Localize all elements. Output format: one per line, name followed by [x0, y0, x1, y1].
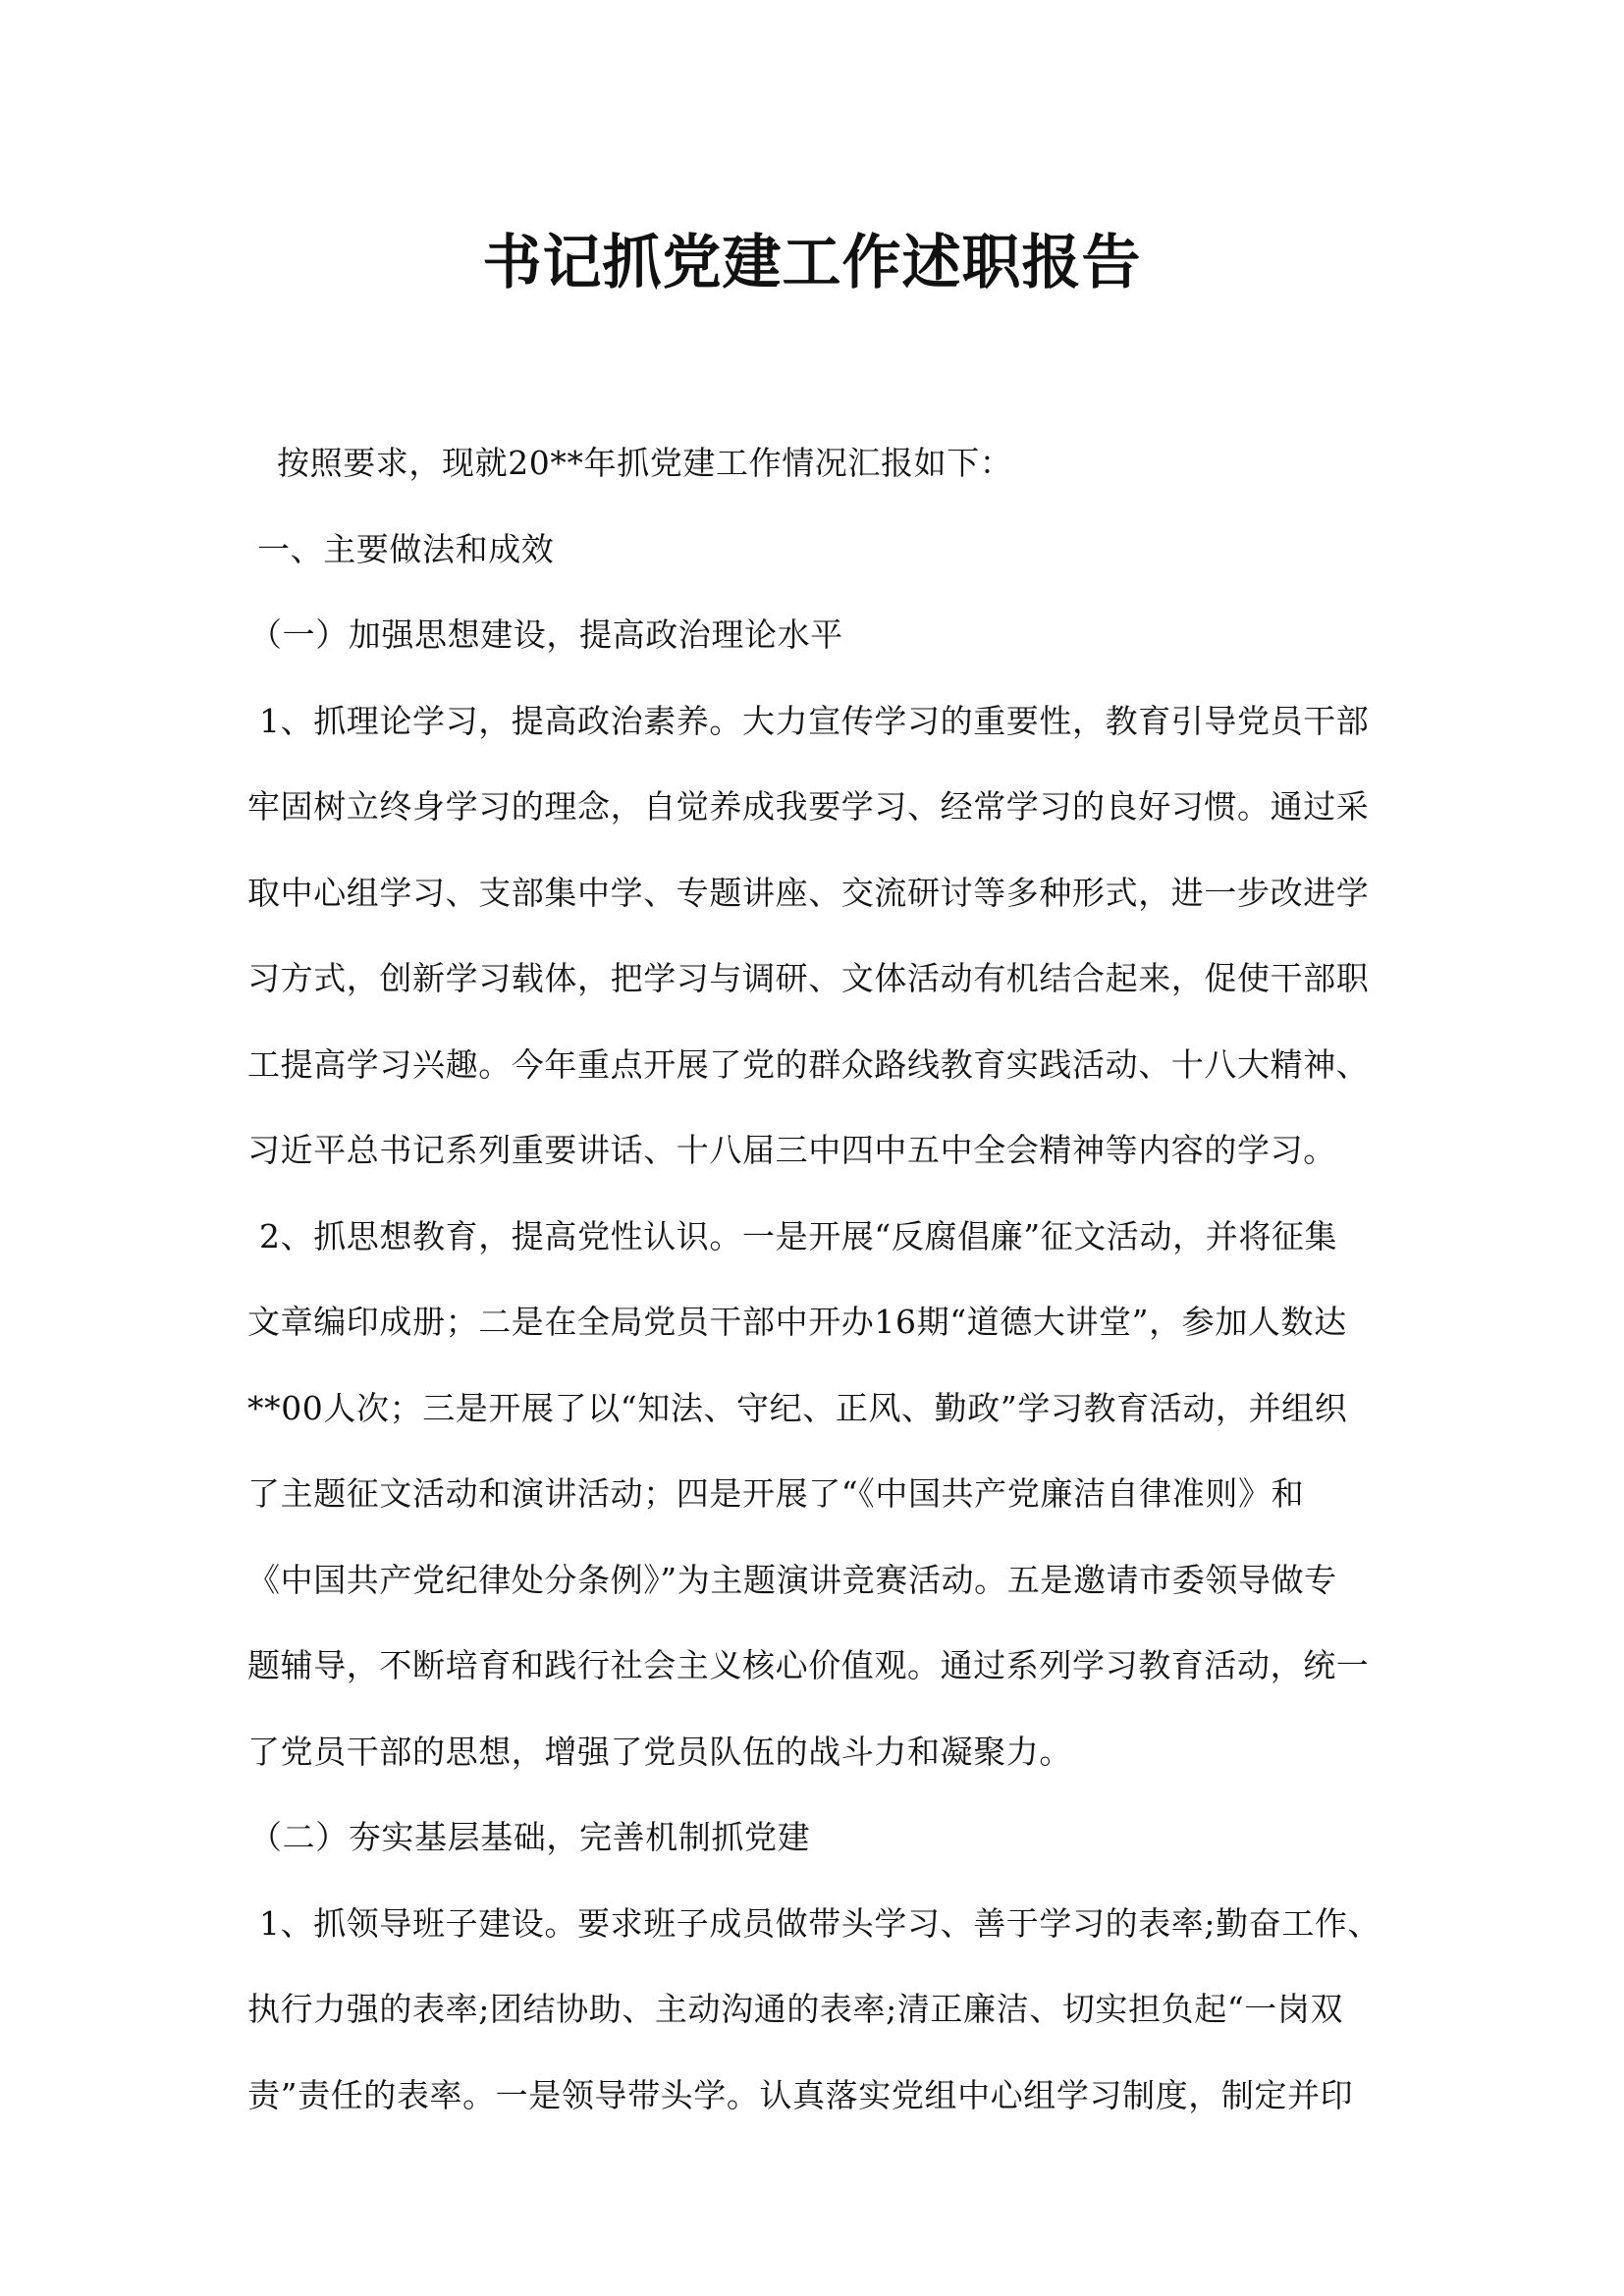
paragraph-line: 文章编印成册；二是在全局党员干部中开办16期“道德大讲堂”，参加人数达	[247, 1303, 1347, 1341]
paragraph-line: 了主题征文活动和演讲活动；四是开展了“《中国共产党廉洁自律准则》和	[247, 1474, 1305, 1513]
document-title: 书记抓党建工作述职报告	[482, 229, 1142, 297]
paragraph-line: 工提高学习兴趣。今年重点开展了党的群众路线教育实践活动、十八大精神、	[247, 1044, 1370, 1084]
paragraph-line: 习方式，创新学习载体，把学习与调研、文体活动有机结合起来，促使干部职	[247, 959, 1370, 997]
intro-line: 按照要求，现就20**年抓党建工作情况汇报如下：	[277, 444, 1013, 482]
document-body	[247, 420, 1386, 2138]
paragraph-line: 题辅导，不断培育和践行社会主义核心价值观。通过系列学习教育活动，统一	[247, 1646, 1370, 1684]
paragraph-line: 了党员干部的思想，增强了党员队伍的战斗力和凝聚力。	[247, 1732, 1072, 1771]
subsection-heading: （二）夯实基层基础，完善机制抓党建	[249, 1818, 811, 1856]
paragraph-line: 1、抓领导班子建设。要求班子成员做带头学习、善于学习的表率;勤奋工作、	[259, 1903, 1381, 1943]
paragraph-line: 习近平总书记系列重要讲话、十八届三中四中五中全会精神等内容的学习。	[247, 1131, 1336, 1169]
paragraph-line: 牢固树立终身学习的理念，自觉养成我要学习、经常学习的良好习惯。通过采	[247, 787, 1370, 826]
paragraph-line: 执行力强的表率;团结协助、主动沟通的表率;清正廉洁、切实担负起“一岗双	[247, 1990, 1344, 2028]
subsection-heading: （一）加强思想建设，提高政治理论水平	[249, 615, 843, 654]
paragraph-line: **00人次；三是开展了以“知法、守纪、正风、勤政”学习教育活动，并组织	[247, 1388, 1348, 1427]
paragraph-line: 责”责任的表率。一是领导带头学。认真落实党组中心组学习制度，制定并印	[247, 2075, 1354, 2114]
paragraph-line: 《中国共产党纪律处分条例》”为主题演讲竞赛活动。五是邀请市委领导做专	[247, 1560, 1337, 1599]
section-heading: 一、主要做法和成效	[257, 529, 555, 568]
paragraph-line: 1、抓理论学习，提高政治素养。大力宣传学习的重要性，教育引导党员干部	[259, 701, 1370, 740]
paragraph-line: 2、抓思想教育，提高党性认识。一是开展“反腐倡廉”征文活动，并将征集	[259, 1216, 1338, 1255]
paragraph-line: 取中心组学习、支部集中学、专题讲座、交流研讨等多种形式，进一步改进学	[247, 873, 1370, 912]
